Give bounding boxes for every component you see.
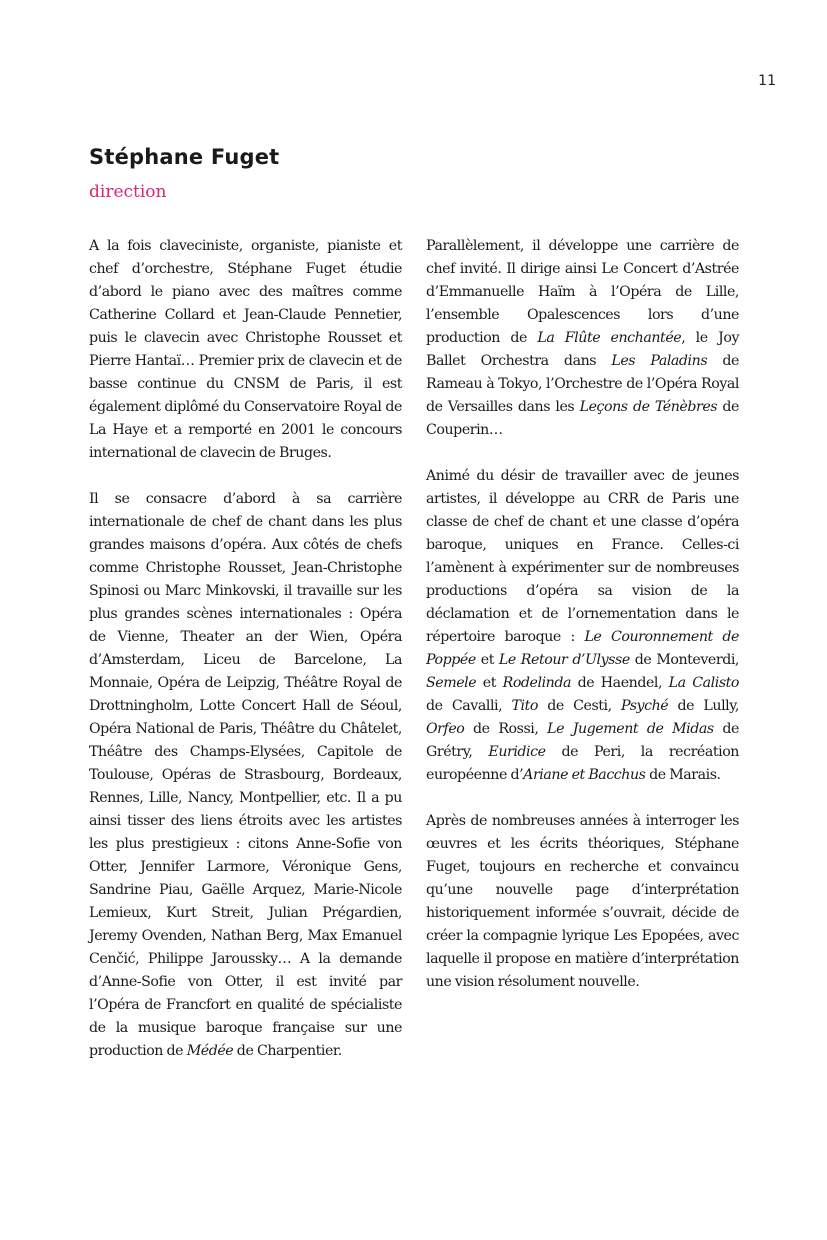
- paragraph-text: de Cavalli,: [426, 698, 512, 714]
- work-title: La Calisto: [668, 675, 739, 691]
- bio-paragraph-guest-conductor: [426, 235, 739, 442]
- work-title: Médée: [186, 1043, 234, 1059]
- paragraph-text: de Cesti,: [537, 698, 621, 714]
- paragraph-text: et: [476, 675, 503, 691]
- paragraph-text: Parallèlement, il développe une carrière de chef invité. Il dirige ainsi Le Concert d’Astrée d’Emmanuelle Haïm à l’Opéra de Lille, l’ensemble Opalescences lors d’une production de: [426, 238, 739, 346]
- work-title: Rodelinda: [502, 675, 571, 691]
- work-title: Euridice: [488, 744, 546, 760]
- paragraph-text: Il se consacre d’abord à sa carrière internationale de chef de chant dans les plus grandes maisons d’opéra. Aux côtés de chefs comme Christophe Rousset, Jean-Christophe Spinosi ou Marc Minkovski, il travaille sur les plus grandes scènes internationales : Opéra de Vienne, Theater an der Wien, Opéra d’Amsterdam, Liceu de Barcelone, La Monnaie, Opéra de Leipzig, Théâtre Royal de Drottningholm, Lotte Concert Hall de Séoul, Opéra National de Paris, Théâtre du Châtelet, Théâtre des Champs-Elysées, Capitole de Toulouse, Opéras de Strasbourg, Bordeaux, Rennes, Lille, Nancy, Montpellier, etc. Il a pu ainsi tisser des liens étroits avec les artistes les plus prestigieux : citons Anne-Sofie von Otter, Jennifer Larmore, Véronique Gens, Sandrine Piau, Gaëlle Arquez, Marie-Nicole Lemieux, Kurt Streit, Julian Prégardien, Jeremy Ovenden, Nathan Berg, Max Emanuel Cenčić, Philippe Jaroussky… A la demande d’Anne-Sofie von Otter, il est invité par l’Opéra de Francfort en qualité de spécialiste de la musique baroque française sur une production de: [89, 491, 402, 1059]
- paragraph-text: et: [475, 652, 499, 668]
- page-subtitle: direction: [89, 182, 167, 202]
- paragraph-text: de Rossi,: [464, 721, 548, 737]
- work-title: Le Retour d’Ulysse: [498, 652, 630, 668]
- work-title: Semele: [426, 675, 477, 691]
- paragraph-text: de Haendel,: [571, 675, 669, 691]
- work-title: Les Paladins: [611, 353, 708, 369]
- paragraph-text: , le Joy Ballet Orchestra dans: [426, 330, 740, 369]
- work-title: Psyché: [621, 698, 669, 714]
- paragraph-text: de Rameau à Tokyo, l’Orchestre de l’Opéra Royal de Versailles dans les: [426, 353, 740, 415]
- page-number: 11: [758, 73, 776, 89]
- left-column: [89, 235, 402, 1063]
- bio-paragraph-training: A la fois claveciniste, organiste, pianiste et chef d’orchestre, Stéphane Fuget étudie d’abord le piano avec des maîtres comme Catherine Collard et Jean-Claude Pennetier, puis le clavecin avec Christophe Rousset et Pierre Hantaï… Premier prix de clavecin et de basse continue du CNSM de Paris, il est également diplômé du Conservatoire Royal de La Haye et a remporté en 2001 le concours international de clavecin de Bruges.: [89, 238, 402, 461]
- bio-paragraph-teaching: [426, 465, 739, 787]
- paragraph-text: de Monteverdi,: [629, 652, 739, 668]
- work-title: Ariane et Bacchus: [523, 767, 646, 783]
- paragraph-text: de Couperin…: [426, 399, 740, 438]
- bio-paragraph-career: [89, 488, 402, 1063]
- paragraph-text: de Grétry,: [426, 721, 740, 760]
- right-column: [426, 235, 739, 994]
- paragraph-text: de Lully,: [668, 698, 739, 714]
- bio-paragraph-les-epopees: Après de nombreuses années à interroger les œuvres et les écrits théoriques, Stéphane Fuget, toujours en recherche et convaincu qu’une nouvelle page d’interprétation historiquement informée s’ouvrait, décide de créer la compagnie lyrique Les Epopées, avec laquelle il propose en matière d’interprétation une vision résolument nouvelle.: [426, 813, 739, 990]
- work-title: La Flûte enchantée: [537, 330, 682, 346]
- work-title: Le Jugement de Midas: [547, 721, 714, 737]
- work-title: Leçons de Ténèbres: [579, 399, 718, 415]
- paragraph-text: de Charpentier.: [233, 1043, 342, 1059]
- paragraph-text: de Marais.: [645, 767, 721, 783]
- work-title: Tito: [511, 698, 538, 714]
- work-title: Le Couronnement de Poppée: [426, 629, 739, 668]
- paragraph-text: Animé du désir de travailler avec de jeunes artistes, il développe au CRR de Paris une classe de chef de chant et une classe d’opéra baroque, uniques en France. Celles-ci l’amènent à expérimenter sur de nombreuses productions d’opéra sa vision de la déclamation et de l’ornementation dans le répertoire baroque :: [426, 468, 739, 645]
- paragraph-text: de Peri, la recréation européenne d’: [426, 744, 739, 783]
- page-title: Stéphane Fuget: [89, 145, 280, 169]
- work-title: Orfeo: [426, 721, 465, 737]
